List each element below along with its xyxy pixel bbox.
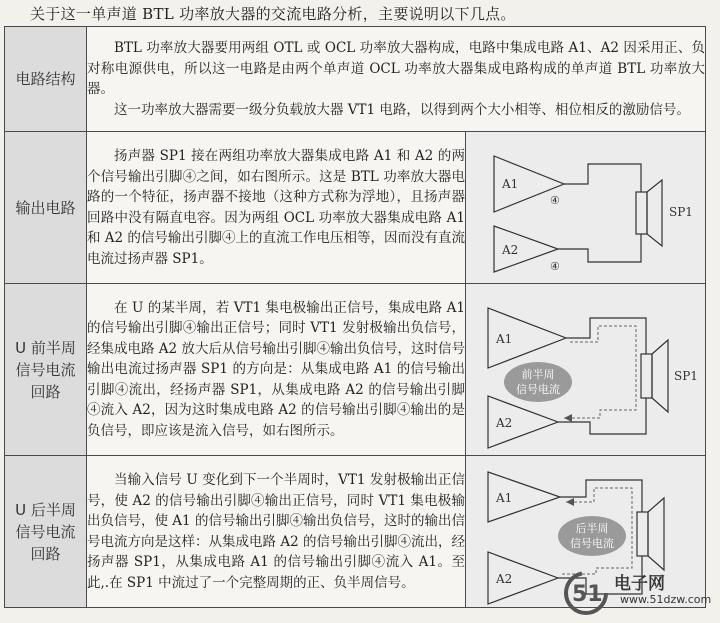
watermark-name: 电子网 bbox=[614, 574, 665, 594]
speaker-label: SP1 bbox=[673, 368, 698, 383]
row-label: U 前半周信号电流回路 bbox=[5, 284, 87, 456]
speaker-cone bbox=[648, 498, 664, 570]
row-label: U 后半周信号电流回路 bbox=[5, 456, 87, 608]
current-label-1: 前半周 bbox=[521, 367, 555, 381]
current-arrow bbox=[564, 414, 572, 422]
amp-a1-label: A1 bbox=[495, 331, 513, 346]
current-arrow bbox=[566, 498, 574, 506]
watermark-logo-icon bbox=[562, 567, 614, 615]
watermark-url: www.51dzw.com bbox=[620, 593, 712, 606]
paragraph: 这一功率放大器需要一级分负载放大器 VT1 电路，以得到两个大小相等、相位相反的激励信号。 bbox=[114, 101, 690, 118]
speaker-label: SP1 bbox=[668, 204, 693, 219]
wire-a1 bbox=[564, 164, 641, 192]
paragraph: 在 U 的某半周，若 VT1 集电极输出正信号，集成电路 A1 的信号输出引脚④输出正信号；同时 VT1 发射极输出负信号，经集成电路 A2 放大后从信号输出引脚④输出负信号，这时信号输出电流过扬声器 SP1 的方向是：从集成电路 A1 的信号输出引脚④流出，经扬声器 SP1，从集成电路 A2 的信号输出引脚④流入 A2，因为这时集成电路 A2 的信号输出引脚④输出的是负信号，即应该是流入信号，如右图所示。 bbox=[87, 299, 465, 439]
speaker-cone bbox=[652, 340, 668, 412]
pin-label: ④ bbox=[549, 259, 560, 273]
analysis-table bbox=[4, 26, 706, 608]
current-label-2: 信号电流 bbox=[569, 536, 614, 550]
row-circuit-structure bbox=[5, 27, 706, 132]
row-label: 输出电路 bbox=[5, 132, 87, 284]
wire-a1 bbox=[566, 318, 646, 354]
amp-a2-label: A2 bbox=[495, 571, 513, 586]
speaker-body bbox=[637, 512, 648, 556]
amp-a1-label: A1 bbox=[501, 176, 519, 191]
speaker-body bbox=[636, 192, 647, 234]
row-text bbox=[87, 132, 466, 284]
row-text bbox=[87, 284, 466, 456]
row-label: 电路结构 bbox=[5, 27, 87, 132]
speaker-cone bbox=[647, 180, 662, 246]
svg-text:51: 51 bbox=[572, 582, 603, 607]
current-label-2: 信号电流 bbox=[515, 382, 560, 396]
amp-a2-label: A2 bbox=[501, 242, 519, 257]
row-first-half-cycle bbox=[5, 284, 706, 456]
paragraph: BTL 功率放大器要用两组 OTL 或 OCL 功率放大器构成，电路中集成电路 A1、A2 因采用正、负对称电源供电，所以这一电路是由两个单声道 OCL 功率放大器集成电路构成的单声道 BTL 功率放大器。 bbox=[87, 40, 705, 98]
paragraph: 扬声器 SP1 接在两组功率放大器集成电路 A1 和 A2 的两个信号输出引脚④之间，如右图所示。这是 BTL 功率放大器电路的一个特征，扬声器不接地（这种方式称为浮地），且扬声器回路中没有隔直电容。因为两组 OCL 功率放大器集成电路 A1 和 A2 的信号输出引脚④上的直流工作电压相等，因而没有直流电流过扬声器 SP1。 bbox=[87, 148, 465, 267]
amp-a1-label: A1 bbox=[495, 490, 513, 505]
row-text bbox=[87, 27, 706, 132]
output-circuit-figure bbox=[465, 132, 705, 284]
current-label-1: 后半周 bbox=[575, 521, 609, 535]
wire-a1 bbox=[560, 480, 642, 512]
row-output-circuit bbox=[5, 132, 706, 284]
amp-a2-label: A2 bbox=[495, 415, 513, 430]
btl-output-diagram bbox=[466, 134, 704, 282]
first-half-diagram bbox=[466, 286, 704, 454]
paragraph: 当输入信号 U 变化到下一个半周时，VT1 发射极输出正信号，使 A2 的信号输出引脚④输出正信号，同时 VT1 集电极输出负信号，使 A1 的信号输出引脚④输出负信号，这时的输出信号电流方向是这样：从集成电路 A2 的信号输出引脚④流出，经扬声器 SP1，从集成电路 A1 的信号输出引脚④流入 A1。至此,.在 SP1 中流过了一个完整周期的正、负半周信号。 bbox=[87, 472, 465, 591]
first-half-figure bbox=[465, 284, 705, 456]
current-path bbox=[564, 326, 636, 418]
site-watermark bbox=[562, 567, 712, 617]
speaker-body bbox=[641, 354, 652, 398]
pin-label: ④ bbox=[549, 193, 560, 207]
intro-text: 关于这一单声道 BTL 功率放大器的交流电路分析，主要说明以下几点。 bbox=[30, 5, 516, 23]
wire-a2 bbox=[558, 234, 641, 262]
row-text bbox=[87, 456, 466, 608]
